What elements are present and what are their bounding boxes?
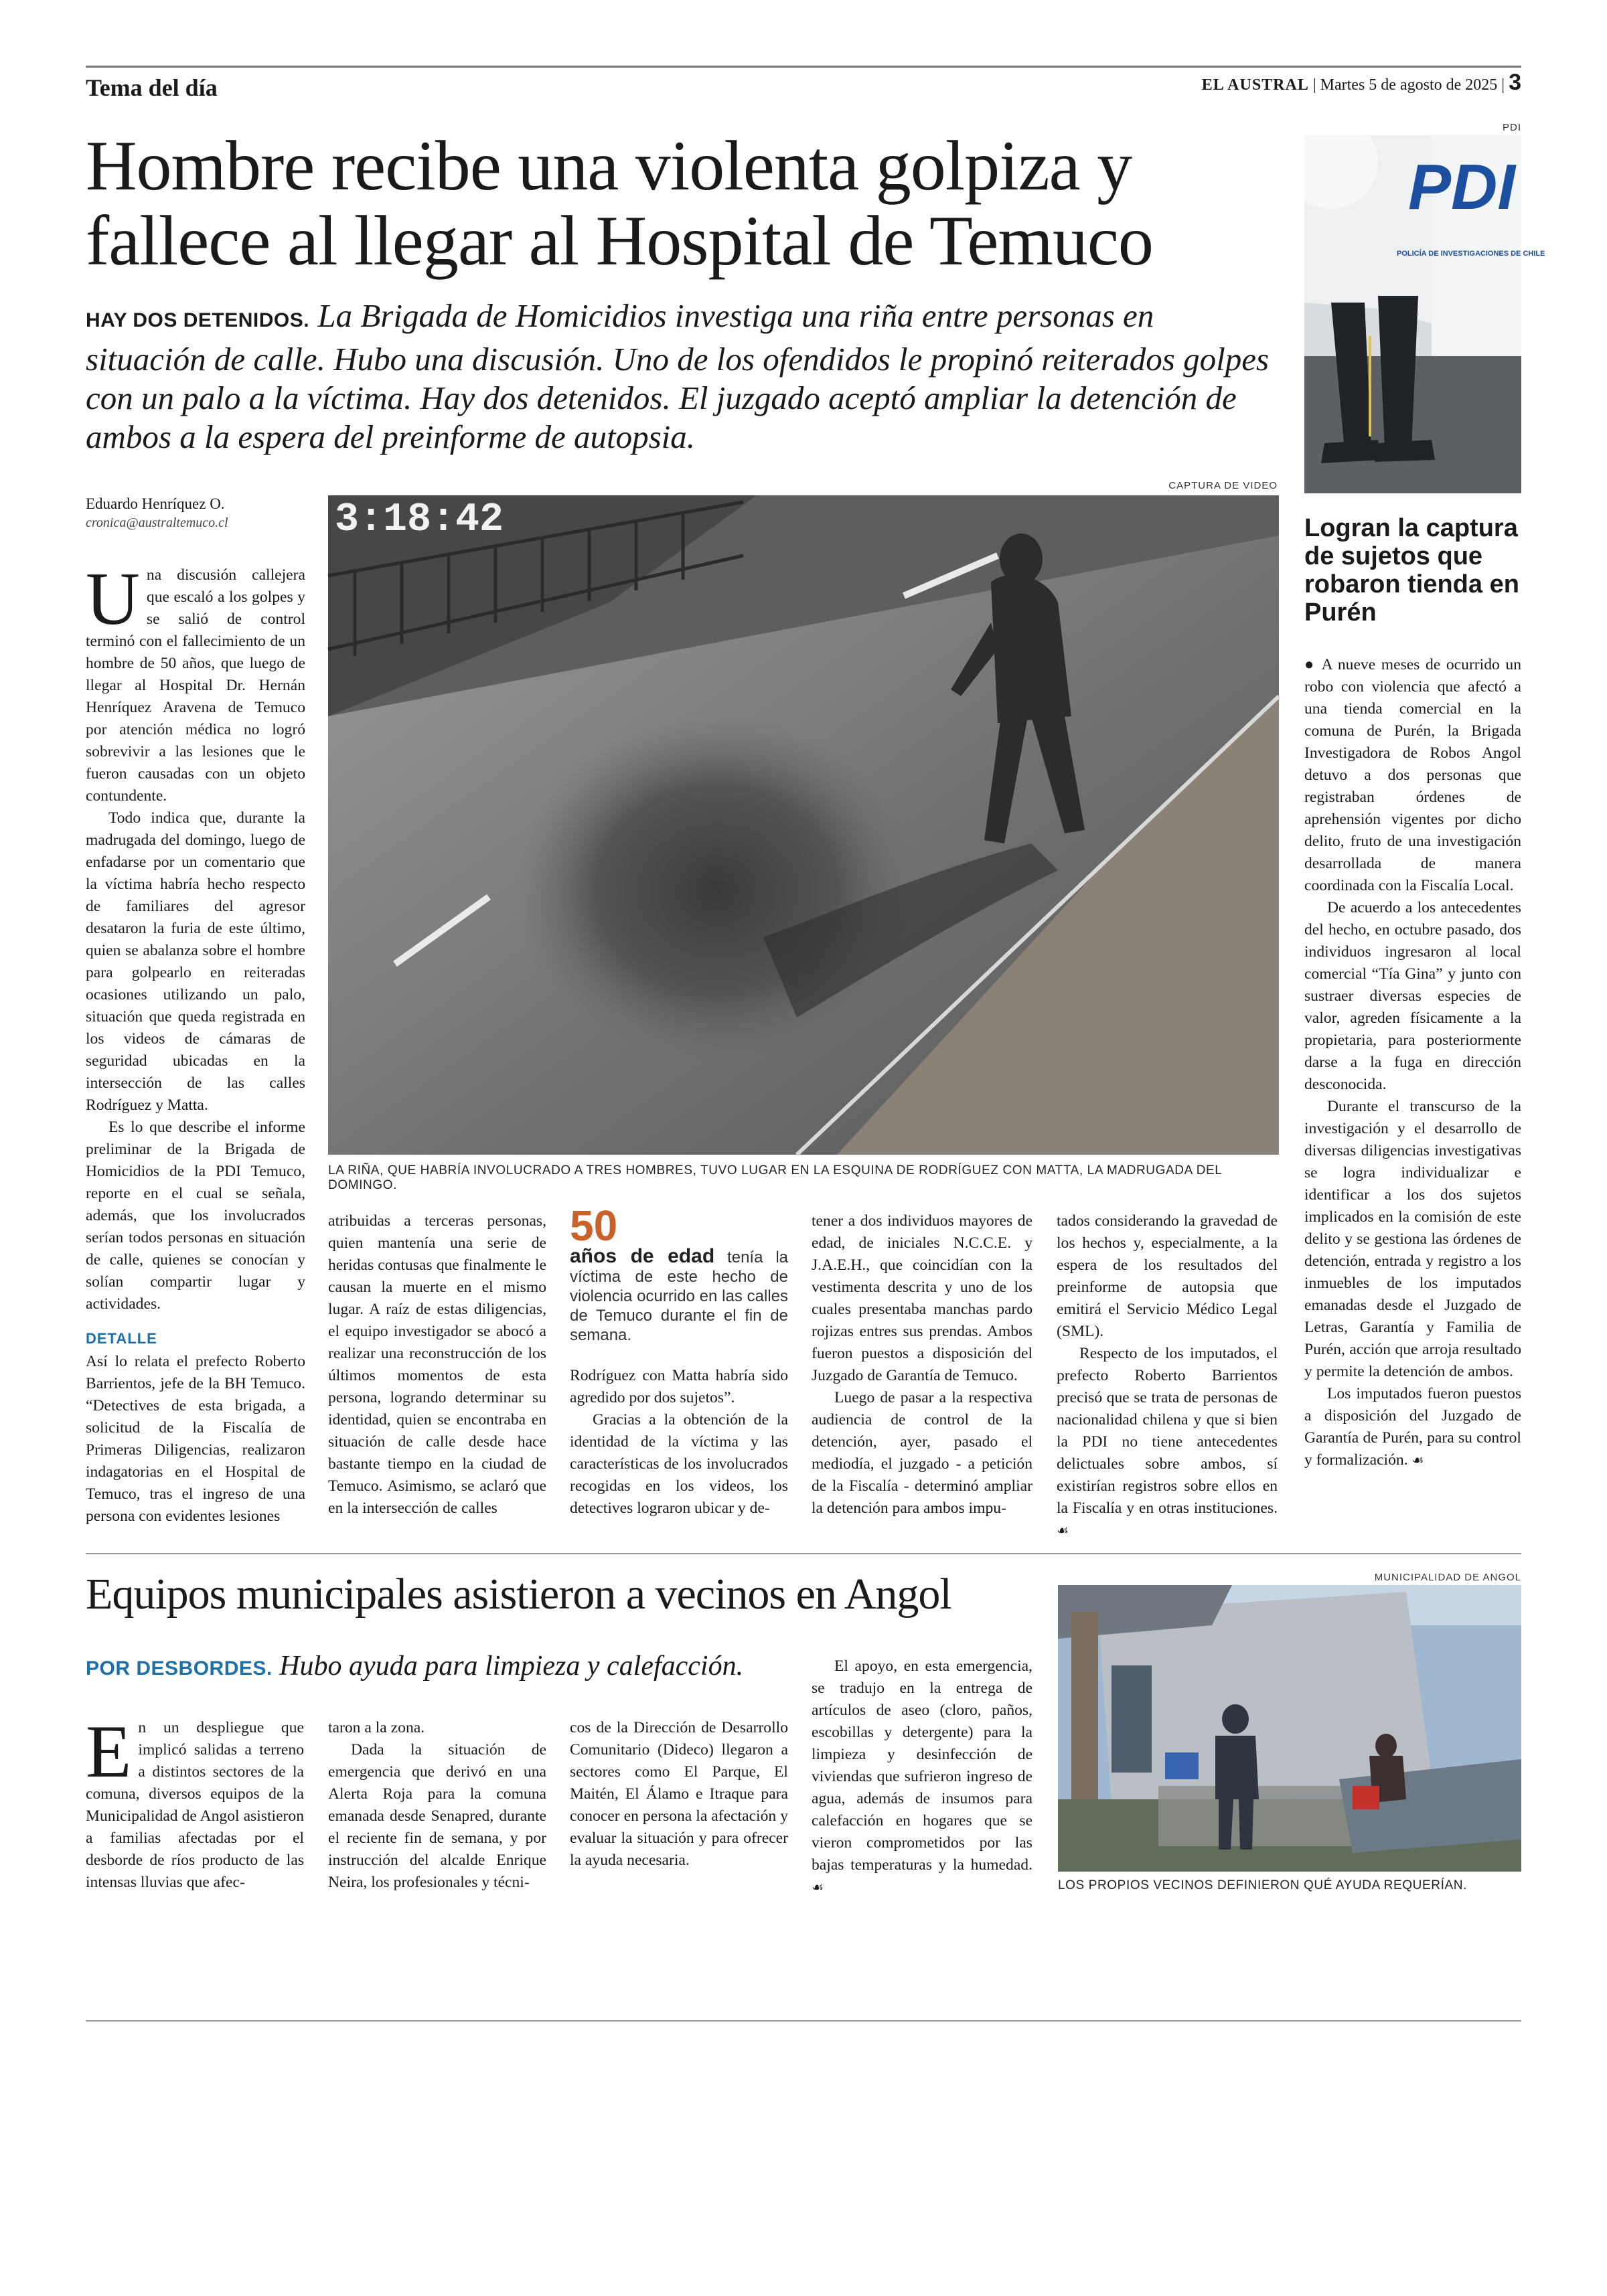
end-mark-icon: ☙: [812, 1879, 824, 1895]
bottom-photo: [1058, 1585, 1521, 1872]
main-paragraph: Luego de pasar a la respectiva audiencia de control de la detención, ayer, pasado el mediodía, el juzgado - a petición de la Fiscalía - determinó ampliar la detención para ambos impu-: [812, 1389, 1032, 1517]
main-column-4: [812, 1210, 1032, 1520]
bottom-paragraph: Dada la situación de emergencia que derivó en una Alerta Roja para la comuna emanada desde Senapred, durante el reciente fin de semana, y por instrucción del alcalde Enrique Neira, los profesionales y técni-: [328, 1741, 546, 1891]
side-photo-credit: PDI: [1502, 122, 1521, 133]
main-paragraph: Es lo que describe el informe preliminar de la Brigada de Homicidios de la PDI Temuco, reporte en el cual se señala, además, que los involucrados serían todos personas en situación de calle, quienes se conocían y solían compartir lugar y actividades.: [86, 1119, 305, 1313]
end-mark-icon: ☙: [1411, 1452, 1424, 1468]
section-label: Tema del día: [86, 74, 218, 101]
main-column-2: [328, 1210, 546, 1520]
main-deck: [86, 297, 1278, 457]
main-paragraph: Rodríguez con Matta habría sido agredido por dos sujetos”.: [570, 1367, 788, 1406]
main-headline: [86, 127, 1278, 280]
bottom-headline: Equipos municipales asistieron a vecinos en Angol: [86, 1570, 951, 1619]
flood-scene-image: [1058, 1585, 1521, 1872]
paragraph-text: A nueve meses de ocurrido un robo con violencia que afectó a una tienda comercial en la comuna de Purén, la Brigada Investigadora de Robos Angol detuvo a dos personas que registraban órdenes de aprehensión vigentes por dicho delito, fruto de una investigación desarrollada de manera coordinada con la Fiscalía Local.: [1304, 656, 1521, 894]
author-email: cronica@australtemuco.cl: [86, 515, 228, 530]
paragraph-text: na discusión callejera que escaló a los golpes y se salió de control terminó con el fallecimiento de un hombre de 50 años, que luego de llegar al Hospital Dr. Hernán Henríquez Aravena de Temuco por atención médica no logró sobrevivir a las lesiones que le fueron causadas con un objeto contundente.: [86, 566, 305, 805]
pdi-logo-text: PDI: [1408, 151, 1516, 223]
publication-name: EL AUSTRAL: [1201, 76, 1309, 94]
end-mark-icon: ☙: [1057, 1522, 1069, 1538]
bottom-paragraph: taron a la zona.: [328, 1719, 425, 1736]
bottom-paragraph: cos de la Dirección de Desarrollo Comunitario (Dideco) llegaron a sectores como El Parque, El Maitén, El Álamo e Itraque para conocer en persona la afectación y evaluar la situación y para ofrecer la ayuda necesaria.: [570, 1719, 788, 1869]
cctv-scene-image: [328, 495, 1279, 1155]
side-headline: Logran la captura de sujetos que robaron tienda en Purén: [1304, 514, 1519, 627]
main-column-5: [1057, 1210, 1278, 1542]
main-photo-credit: CAPTURA DE VIDEO: [1168, 480, 1278, 491]
side-paragraph: [1304, 654, 1521, 897]
top-rule: [86, 66, 1521, 68]
bullet-icon: ●: [1304, 656, 1322, 673]
bottom-photo-credit: MUNICIPALIDAD DE ANGOL: [1374, 1572, 1521, 1583]
bottom-paragraph: [812, 1655, 1032, 1898]
bottom-photo-caption: LOS PROPIOS VECINOS DEFINIERON QUÉ AYUDA REQUERÍAN.: [1058, 1878, 1467, 1892]
dropcap: E: [86, 1710, 132, 1793]
page-number: 3: [1509, 70, 1521, 95]
paragraph-text: El apoyo, en esta emergencia, se tradujo en la entrega de artículos de aseo (cloro, paños, escobillas y detergente) para la limpieza y desinfección de viviendas que sufrieron ingreso de agua, además de insumos para calefacción en hogares que se vieron comprometidos por las bajas temperaturas y la humedad.: [812, 1657, 1032, 1874]
stat-text: tenía la víctima de este hecho de violencia ocurrido en las calles de Temuco durante el fin de semana.: [570, 1248, 788, 1344]
main-paragraph: Todo indica que, durante la madrugada del domingo, luego de enfadarse por un comentario que la víctima habría hecho respecto de familiares del agresor desataron la furia de este último, quien se abalanza sobre el hombre para golpearlo en reiteradas ocasiones utilizando un palo, situación que queda registrada en los videos de cámaras de seguridad ubicadas en la intersección de las calles Rodríguez y Matta.: [86, 809, 305, 1114]
side-paragraph: Durante el transcurso de la investigación y el desarrollo de diversas diligencias investigativas se logra individualizar e identificar a los dos sujetos implicados en la comisión de este delito y se gestiona las órdenes de detención, entrada y registro a los inmuebles de los imputados emanadas desde el Juzgado de Letras, Garantía y Familia de Purén, acción que arroja resultado y permite la detención de ambos.: [1304, 1098, 1521, 1380]
pdi-logo-subtext: POLICÍA DE INVESTIGACIONES DE CHILE: [1397, 250, 1545, 258]
masthead: [1202, 70, 1521, 96]
headline-line-1: Hombre recibe una violenta golpiza y: [86, 127, 1132, 205]
side-photo: [1304, 135, 1545, 493]
stat-bold: años de edad: [570, 1245, 715, 1267]
story-separator-rule: [86, 1553, 1521, 1554]
bottom-column-3: [570, 1717, 788, 1872]
cctv-timestamp: 3:18:42: [335, 497, 504, 543]
byline: [86, 495, 300, 531]
author-name: Eduardo Henríquez O.: [86, 495, 225, 512]
paragraph-text: Los imputados fueron puestos a disposición del Juzgado de Garantía de Purén, para su control y formalización.: [1304, 1385, 1521, 1469]
side-column: [1304, 654, 1521, 1471]
main-paragraph: Así lo relata el prefecto Roberto Barrientos, jefe de la BH Temuco. “Detectives de esta brigada, a solicitud de la Fiscalía de Primeras Diligencias, realizaron indagatorias en el Hospital de Temuco, tras el ingreso de una persona con evidentes lesiones: [86, 1353, 305, 1525]
bottom-paragraph: [86, 1710, 304, 1894]
bottom-column-1: [86, 1710, 304, 1894]
stat-number: 50: [570, 1202, 618, 1250]
main-paragraph: [1057, 1343, 1278, 1542]
deck-kicker: HAY DOS DETENIDOS.: [86, 309, 310, 331]
headline-line-2: fallece al llegar al Hospital de Temuco: [86, 201, 1153, 280]
main-paragraph: tados considerando la gravedad de los hechos y, especialmente, a la espera de los resultados del preinforme de autopsia que emitirá el Servicio Médico Legal (SML).: [1057, 1212, 1278, 1340]
main-paragraph: Gracias a la obtención de la identidad de la víctima y las características de los involucrados recogidas en los videos, los detectives lograron ubicar y de-: [570, 1411, 788, 1517]
masthead-separator: |: [1312, 76, 1320, 94]
paragraph-text: Respecto de los imputados, el prefecto Roberto Barrientos precisó que se trata de personas de nacionalidad chilena y que si bien la PDI no tiene antecedentes delictuales sobre ambos, sí existirían registros sobre ellos en la Fiscalía y en otras instituciones.: [1057, 1345, 1278, 1517]
bottom-column-2: [328, 1717, 546, 1894]
main-photo-caption: LA RIÑA, QUE HABRÍA INVOLUCRADO A TRES HOMBRES, TUVO LUGAR EN LA ESQUINA DE RODRÍGUEZ CON MATTA, LA MADRUGADA DEL DOMINGO.: [328, 1163, 1222, 1192]
stat-description: [570, 1246, 788, 1345]
side-paragraph: De acuerdo a los antecedentes del hecho, en octubre pasado, dos individuos ingresaron al local comercial “Tía Gina” y junto con sustraer diversas especies de valor, agreden físicamente a la propietaria, para posteriormente darse a la fuga en dirección desconocida.: [1304, 899, 1521, 1093]
bottom-column-4: [812, 1655, 1032, 1898]
bottom-deck-kicker: POR DESBORDES.: [86, 1657, 273, 1679]
main-paragraph: tener a dos individuos mayores de edad, de iniciales N.C.C.E. y J.A.E.H., que coincidían con la vestimenta descrita y uno de los cuales presentaba manchas pardo rojizas entres sus prendas. Ambos fueron puestos a disposición del Juzgado de Garantía de Temuco.: [812, 1212, 1032, 1384]
publication-date: Martes 5 de agosto de 2025: [1320, 76, 1498, 94]
pdi-vehicle-image: [1304, 135, 1545, 493]
stat-box: [570, 1202, 788, 1345]
main-paragraph: [86, 558, 305, 807]
side-paragraph: [1304, 1383, 1521, 1471]
masthead-separator: |: [1501, 76, 1509, 94]
deck-text: La Brigada de Homicidios investiga una riña entre personas en situación de calle. Hubo una discusión. Uno de los ofendidos le propinó reiterados golpes con un palo a la víctima. Hay dos detenidos. El juzgado aceptó ampliar la detención de ambos a la espera del preinforme de autopsia.: [86, 297, 1270, 455]
subheading-detalle: DETALLE: [86, 1330, 157, 1347]
main-paragraph: atribuidas a terceras personas, quien mantenía una serie de heridas contusas que finalmente le causan la muerte en el mismo lugar. A raíz de estas diligencias, el equipo investigador se abocó a realizar una reconstrucción de los últimos momentos de esta persona, logrando determinar su identidad, quien se encontraba en situación de calle desde hace bastante tiempo en la ciudad de Temuco. Asimismo, se aclaró que en la intersección de calles: [328, 1212, 546, 1517]
main-photo: [328, 495, 1279, 1155]
main-column-3: [570, 1202, 788, 1520]
bottom-deck-text: Hubo ayuda para limpieza y calefacción.: [279, 1651, 744, 1682]
dropcap: U: [86, 558, 140, 641]
paragraph-text: n un despliegue que implicó salidas a terreno a distintos sectores de la comuna, diversos equipos de la Municipalidad de Angol asistieron a familias afectadas por el desborde de ríos producto de las intensas lluvias que afec-: [86, 1719, 304, 1891]
page-bottom-rule: [86, 2020, 1521, 2022]
main-column-1: [86, 558, 305, 1528]
